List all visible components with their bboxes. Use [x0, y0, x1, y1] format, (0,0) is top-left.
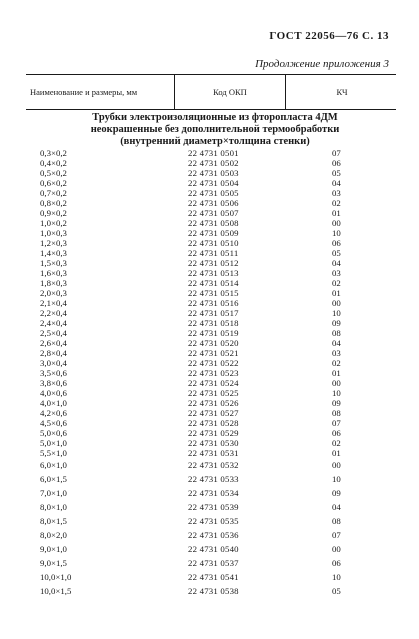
cell-okp: 22 4731 0510	[188, 238, 239, 248]
table-row	[0, 308, 419, 318]
cell-okp: 22 4731 0519	[188, 328, 239, 338]
table-row	[0, 178, 419, 188]
cell-size: 3,0×0,4	[40, 358, 67, 368]
table-row	[0, 486, 419, 500]
cell-kch: 02	[332, 358, 341, 368]
continuation-note: Продолжение приложения 3	[255, 58, 389, 70]
cell-okp: 22 4731 0527	[188, 408, 239, 418]
cell-okp: 22 4731 0536	[188, 530, 239, 540]
section-title-line-1: Трубки электроизоляционные из фторопласта 4ДМ	[92, 112, 338, 123]
cell-size: 4,0×0,6	[40, 388, 67, 398]
cell-kch: 06	[332, 158, 341, 168]
cell-okp: 22 4731 0509	[188, 228, 239, 238]
cell-size: 9,0×1,0	[40, 544, 67, 554]
cell-okp: 22 4731 0508	[188, 218, 239, 228]
cell-okp: 22 4731 0534	[188, 488, 239, 498]
cell-okp: 22 4731 0511	[188, 248, 239, 258]
table-row	[0, 298, 419, 308]
cell-kch: 06	[332, 238, 341, 248]
table-row	[0, 168, 419, 178]
cell-size: 1,0×0,3	[40, 228, 67, 238]
cell-kch: 00	[332, 218, 341, 228]
cell-size: 2,2×0,4	[40, 308, 67, 318]
cell-okp: 22 4731 0503	[188, 168, 239, 178]
cell-kch: 07	[332, 530, 341, 540]
cell-kch: 03	[332, 348, 341, 358]
table-row	[0, 500, 419, 514]
cell-size: 0,5×0,2	[40, 168, 67, 178]
cell-kch: 09	[332, 318, 341, 328]
column-header-kch: КЧ	[336, 87, 348, 97]
cell-okp: 22 4731 0522	[188, 358, 239, 368]
column-header-name: Наименование и размеры, мм	[30, 87, 138, 97]
cell-okp: 22 4731 0540	[188, 544, 239, 554]
cell-okp: 22 4731 0531	[188, 448, 239, 458]
table-row	[0, 542, 419, 556]
cell-size: 4,5×0,6	[40, 418, 67, 428]
cell-size: 4,2×0,6	[40, 408, 67, 418]
cell-size: 2,6×0,4	[40, 338, 67, 348]
cell-okp: 22 4731 0528	[188, 418, 239, 428]
cell-kch: 03	[332, 188, 341, 198]
cell-size: 0,3×0,2	[40, 148, 67, 158]
cell-size: 6,0×1,0	[40, 460, 67, 470]
cell-kch: 02	[332, 278, 341, 288]
table-row	[0, 328, 419, 338]
cell-size: 2,0×0,3	[40, 288, 67, 298]
cell-size: 2,8×0,4	[40, 348, 67, 358]
cell-size: 1,6×0,3	[40, 268, 67, 278]
cell-kch: 08	[332, 516, 341, 526]
cell-kch: 10	[332, 572, 341, 582]
cell-okp: 22 4731 0505	[188, 188, 239, 198]
cell-kch: 08	[332, 408, 341, 418]
cell-size: 5,0×1,0	[40, 438, 67, 448]
cell-okp: 22 4731 0506	[188, 198, 239, 208]
cell-kch: 01	[332, 288, 341, 298]
cell-okp: 22 4731 0538	[188, 586, 239, 596]
cell-kch: 10	[332, 474, 341, 484]
section-title	[60, 112, 370, 148]
table-row	[0, 218, 419, 228]
table-row	[0, 418, 419, 428]
table-row	[0, 148, 419, 158]
cell-size: 3,5×0,6	[40, 368, 67, 378]
cell-kch: 04	[332, 258, 341, 268]
cell-kch: 03	[332, 268, 341, 278]
table-row	[0, 514, 419, 528]
cell-okp: 22 4731 0529	[188, 428, 239, 438]
cell-kch: 02	[332, 198, 341, 208]
cell-size: 8,0×1,5	[40, 516, 67, 526]
cell-okp: 22 4731 0501	[188, 148, 239, 158]
cell-size: 0,7×0,2	[40, 188, 67, 198]
cell-kch: 02	[332, 438, 341, 448]
cell-okp: 22 4731 0541	[188, 572, 239, 582]
cell-size: 5,0×0,6	[40, 428, 67, 438]
cell-okp: 22 4731 0526	[188, 398, 239, 408]
table-row	[0, 258, 419, 268]
table-row	[0, 408, 419, 418]
table-row	[0, 338, 419, 348]
cell-kch: 05	[332, 168, 341, 178]
cell-size: 6,0×1,5	[40, 474, 67, 484]
table-row	[0, 158, 419, 168]
table-row	[0, 428, 419, 438]
cell-kch: 04	[332, 338, 341, 348]
cell-okp: 22 4731 0513	[188, 268, 239, 278]
cell-size: 3,8×0,6	[40, 378, 67, 388]
cell-okp: 22 4731 0520	[188, 338, 239, 348]
cell-kch: 00	[332, 544, 341, 554]
table-row	[0, 378, 419, 388]
cell-okp: 22 4731 0530	[188, 438, 239, 448]
table-row	[0, 288, 419, 298]
table-header	[26, 74, 396, 110]
cell-size: 5,5×1,0	[40, 448, 67, 458]
cell-okp: 22 4731 0515	[188, 288, 239, 298]
cell-kch: 05	[332, 586, 341, 596]
cell-okp: 22 4731 0535	[188, 516, 239, 526]
cell-kch: 00	[332, 378, 341, 388]
cell-size: 1,0×0,2	[40, 218, 67, 228]
table-row	[0, 238, 419, 248]
cell-kch: 00	[332, 298, 341, 308]
cell-okp: 22 4731 0516	[188, 298, 239, 308]
table-row	[0, 388, 419, 398]
table-row	[0, 570, 419, 584]
cell-kch: 06	[332, 558, 341, 568]
section-title-line-2: неокрашенные без дополнительной термообработки	[90, 124, 340, 135]
column-header-okp: Код ОКП	[174, 75, 286, 109]
cell-okp: 22 4731 0514	[188, 278, 239, 288]
table-row	[0, 358, 419, 368]
cell-okp: 22 4731 0502	[188, 158, 239, 168]
table-row	[0, 472, 419, 486]
cell-kch: 10	[332, 228, 341, 238]
cell-kch: 04	[332, 502, 341, 512]
cell-okp: 22 4731 0517	[188, 308, 239, 318]
cell-size: 2,1×0,4	[40, 298, 67, 308]
cell-okp: 22 4731 0524	[188, 378, 239, 388]
cell-kch: 05	[332, 248, 341, 258]
cell-kch: 08	[332, 328, 341, 338]
cell-size: 0,8×0,2	[40, 198, 67, 208]
cell-size: 8,0×2,0	[40, 530, 67, 540]
table-row	[0, 368, 419, 378]
table-row	[0, 278, 419, 288]
table-row	[0, 208, 419, 218]
cell-size: 10,0×1,0	[40, 572, 72, 582]
cell-kch: 01	[332, 448, 341, 458]
cell-size: 0,6×0,2	[40, 178, 67, 188]
table-row	[0, 448, 419, 458]
cell-okp: 22 4731 0533	[188, 474, 239, 484]
cell-size: 10,0×1,5	[40, 586, 72, 596]
table-row	[0, 458, 419, 472]
table-row	[0, 348, 419, 358]
cell-size: 2,4×0,4	[40, 318, 67, 328]
cell-kch: 06	[332, 428, 341, 438]
table-row	[0, 198, 419, 208]
cell-okp: 22 4731 0523	[188, 368, 239, 378]
cell-size: 2,5×0,4	[40, 328, 67, 338]
table-row	[0, 228, 419, 238]
cell-okp: 22 4731 0518	[188, 318, 239, 328]
cell-size: 8,0×1,0	[40, 502, 67, 512]
cell-size: 1,8×0,3	[40, 278, 67, 288]
cell-okp: 22 4731 0532	[188, 460, 239, 470]
table-row	[0, 268, 419, 278]
table-row	[0, 318, 419, 328]
section-title-line-3: (внутренний диаметр×толщина стенки)	[120, 136, 310, 147]
cell-kch: 07	[332, 148, 341, 158]
cell-kch: 01	[332, 368, 341, 378]
cell-okp: 22 4731 0507	[188, 208, 239, 218]
table-row	[0, 248, 419, 258]
table-row	[0, 528, 419, 542]
cell-kch: 10	[332, 308, 341, 318]
cell-size: 1,4×0,3	[40, 248, 67, 258]
cell-size: 0,9×0,2	[40, 208, 67, 218]
cell-kch: 07	[332, 418, 341, 428]
cell-size: 1,5×0,3	[40, 258, 67, 268]
cell-okp: 22 4731 0521	[188, 348, 239, 358]
document-header: ГОСТ 22056—76 С. 13	[269, 30, 389, 42]
cell-size: 9,0×1,5	[40, 558, 67, 568]
cell-size: 0,4×0,2	[40, 158, 67, 168]
cell-size: 4,0×1,0	[40, 398, 67, 408]
cell-okp: 22 4731 0525	[188, 388, 239, 398]
cell-kch: 01	[332, 208, 341, 218]
table-row	[0, 556, 419, 570]
table-row	[0, 398, 419, 408]
cell-okp: 22 4731 0537	[188, 558, 239, 568]
cell-size: 1,2×0,3	[40, 238, 67, 248]
cell-size: 7,0×1,0	[40, 488, 67, 498]
cell-okp: 22 4731 0539	[188, 502, 239, 512]
cell-okp: 22 4731 0512	[188, 258, 239, 268]
cell-kch: 09	[332, 398, 341, 408]
cell-kch: 04	[332, 178, 341, 188]
table-row	[0, 584, 419, 598]
table-body	[0, 148, 419, 598]
cell-kch: 00	[332, 460, 341, 470]
cell-kch: 10	[332, 388, 341, 398]
table-row	[0, 438, 419, 448]
cell-kch: 09	[332, 488, 341, 498]
table-row	[0, 188, 419, 198]
cell-okp: 22 4731 0504	[188, 178, 239, 188]
